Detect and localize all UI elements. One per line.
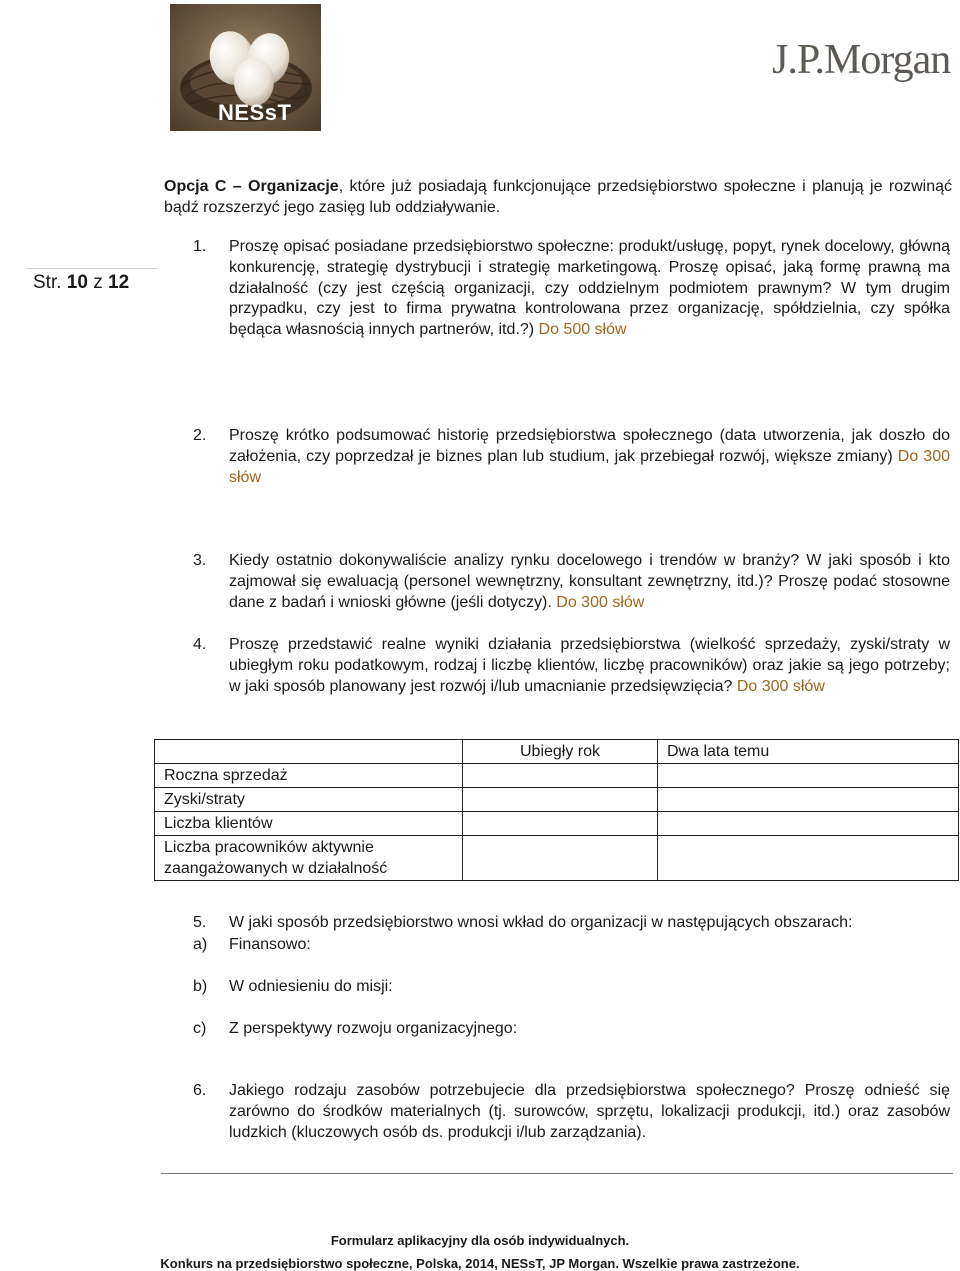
page-total: 12 bbox=[108, 272, 130, 293]
financial-results-table bbox=[154, 739, 959, 881]
word-limit: Do 300 słów bbox=[229, 447, 950, 486]
question-text: Kiedy ostatnio dokonywaliście analizy rynku docelowego i trendów w branży? W jaki sposób i kto zajmował się ewaluacją (personel wewnętrzny, konsultant zewnętrzny, itd.)? Proszę podać stosowne dane z badań i wnioski główne (jeśli dotyczy). bbox=[229, 552, 950, 611]
table-header-cell: Ubiegły rok bbox=[463, 740, 658, 764]
page-number bbox=[33, 272, 129, 294]
page-current: 10 bbox=[66, 272, 88, 293]
question-text: W jaki sposób przedsiębiorstwo wnosi wkład do organizacji w następujących obszarach: bbox=[229, 914, 853, 931]
page-prefix: Str. bbox=[33, 272, 62, 293]
question-text: Proszę przedstawić realne wyniki działania przedsiębiorstwa (wielkość sprzedaży, zyski/straty w ubiegłym roku podatkowym, rodzaj i liczbę klientów, liczbę pracowników) oraz jakie są jego potrzeby; w jaki sposób planowany jest rozwój i/lub umacnianie przedsięwzięcia? bbox=[229, 636, 950, 695]
footer-rule bbox=[161, 1173, 953, 1174]
input-cell-two-years-ago[interactable] bbox=[658, 788, 959, 812]
question-4 bbox=[193, 635, 950, 697]
input-cell-two-years-ago[interactable] bbox=[658, 836, 959, 881]
question-3 bbox=[193, 551, 950, 613]
table-header-cell: Dwa lata temu bbox=[658, 740, 959, 764]
page-number-separator bbox=[27, 268, 157, 269]
question-6 bbox=[193, 1081, 950, 1143]
question-number: 1. bbox=[193, 238, 207, 255]
question-5 bbox=[193, 913, 950, 934]
table-row bbox=[155, 836, 959, 881]
input-cell-last-year[interactable] bbox=[463, 812, 658, 836]
item-text: Finansowo: bbox=[229, 936, 311, 953]
nesst-logo bbox=[170, 4, 321, 131]
item-label: a) bbox=[193, 936, 208, 953]
question-2 bbox=[193, 426, 950, 488]
footer-line-1: Formularz aplikacyjny dla osób indywidualnych. bbox=[330, 1233, 630, 1248]
row-label: Liczba klientów bbox=[155, 812, 463, 836]
input-cell-last-year[interactable] bbox=[463, 836, 658, 881]
question-number: 3. bbox=[193, 552, 207, 569]
item-label: b) bbox=[193, 978, 208, 995]
item-text: Z perspektywy rozwoju organizacyjnego: bbox=[229, 1020, 518, 1037]
q5-item-c bbox=[193, 1018, 517, 1039]
item-label: c) bbox=[193, 1020, 207, 1037]
row-label: Roczna sprzedaż bbox=[155, 764, 463, 788]
q5-item-a bbox=[193, 934, 311, 955]
question-text: Proszę krótko podsumować historię przedsiębiorstwa społecznego (data utworzenia, jak doszło do założenia, czy poprzedzał je biznes plan lub studium, jak przebiegał rozwój, większe zmiany) bbox=[229, 427, 950, 465]
input-cell-two-years-ago[interactable] bbox=[658, 812, 959, 836]
question-number: 5. bbox=[193, 914, 207, 931]
nesst-logo-text: NESsT bbox=[218, 100, 292, 125]
table-row bbox=[155, 788, 959, 812]
input-cell-last-year[interactable] bbox=[463, 788, 658, 812]
table-header-row bbox=[155, 740, 959, 764]
question-text: Proszę opisać posiadane przedsiębiorstwo społeczne: produkt/usługę, popyt, rynek docelowy, główną konkurencję, strategię dystrybucji i strategię marketingową. Proszę opisać, jaką formę prawną ma działalność (czy jest częścią organizacji, czy oddzielnym podmiotem prawnym? W tym drugim przypadku, czy jest to firma prywatna kontrolowana przez organizację, spółdzielnia, czy spółka będąca własnością innych partnerów, itd.?) bbox=[229, 238, 950, 339]
table-header-cell bbox=[155, 740, 463, 764]
table-row bbox=[155, 812, 959, 836]
option-label: Opcja C – Organizacje bbox=[164, 178, 339, 195]
row-label: Zyski/straty bbox=[155, 788, 463, 812]
question-number: 6. bbox=[193, 1082, 207, 1099]
table-row bbox=[155, 764, 959, 788]
question-1 bbox=[193, 237, 950, 341]
word-limit: Do 500 słów bbox=[538, 321, 627, 339]
row-label: Liczba pracowników aktywnie zaangażowanych w działalność bbox=[155, 836, 463, 881]
input-cell-two-years-ago[interactable] bbox=[658, 764, 959, 788]
option-text: , które już posiadają funkcjonujące przedsiębiorstwo społeczne i planują je rozwinąć bądź rozszerzyć jego zasięg lub oddziaływanie. bbox=[164, 178, 953, 216]
page-of: z bbox=[93, 272, 103, 293]
option-intro bbox=[164, 176, 952, 218]
word-limit: Do 300 słów bbox=[736, 677, 825, 695]
item-text: W odniesieniu do misji: bbox=[229, 978, 393, 995]
word-limit: Do 300 słów bbox=[556, 593, 645, 611]
question-number: 2. bbox=[193, 427, 207, 444]
question-text: Jakiego rodzaju zasobów potrzebujecie dla przedsiębiorstwa społecznego? Proszę odnieść się zarówno do środków materialnych (tj. surowców, sprzętu, lokalizacji produkcji, itd.) oraz zasobów ludzkich (kluczowych osób ds. produkcji i/lub zarządzania). bbox=[229, 1082, 950, 1141]
footer-line-2: Konkurs na przedsiębiorstwo społeczne, Polska, 2014, NESsT, JP Morgan. Wszelkie prawa zastrzeżone. bbox=[160, 1256, 800, 1271]
input-cell-last-year[interactable] bbox=[463, 764, 658, 788]
jpmorgan-logo: J.P.Morgan bbox=[772, 37, 951, 83]
question-number: 4. bbox=[193, 636, 207, 653]
q5-item-b bbox=[193, 976, 393, 997]
